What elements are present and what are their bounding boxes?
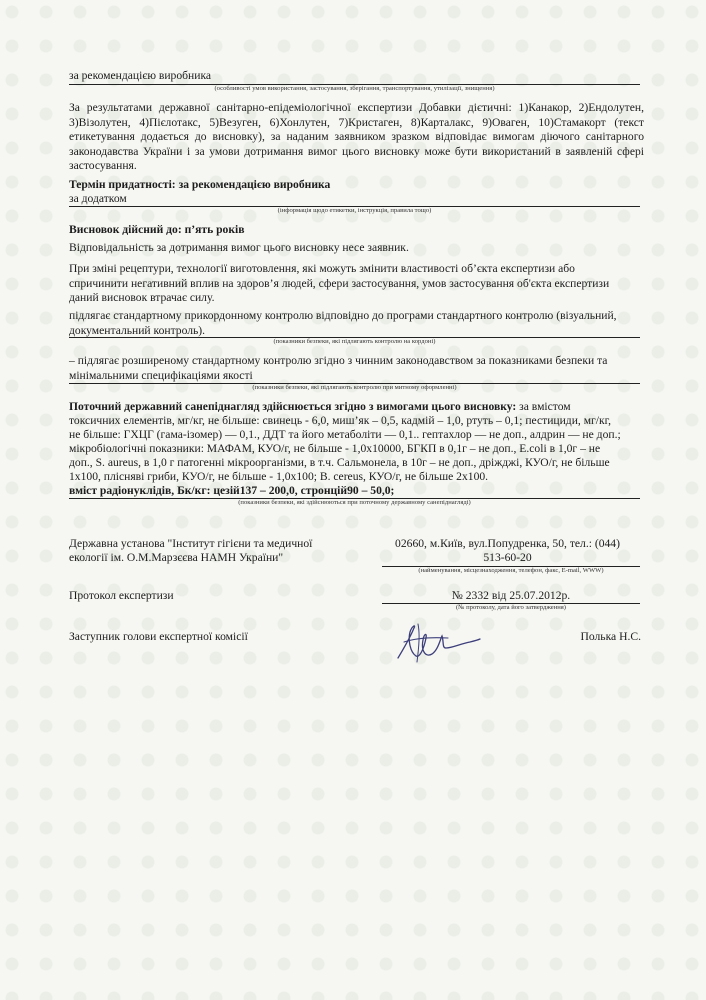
shelf-life-value: за додатком [69, 192, 127, 205]
supervision-line: вміст радіонуклідів, Бк/кг: цезій137 – 200,0, стронцій90 – 50,0; [69, 484, 395, 497]
supervision-line: токсичних елементів, мг/кг, не більше: свинець - 6,0, миш’як – 0,5, кадмій – 1,0, ртуть – 0,1; пестициди, мг/кг, [69, 414, 611, 427]
shelf-life-label: Термін придатності: за рекомендацією виробника [69, 178, 331, 191]
institution-name-line1: Державна установа "Інститут гігієни та медичної [69, 537, 313, 550]
institution-name-line2: екології ім. О.М.Марзєєва НАМН України" [69, 551, 284, 564]
border-control-caption: (показники безпеки, які підлягають контролю на кордоні) [273, 338, 436, 345]
supervision-line: мікробіологічні показники: МАФАМ, КУО/г, не більше - 1,0х10000, БГКП в 0,1г – не доп., E.coli в 1,0г – не [69, 442, 601, 455]
protocol-caption: (№ протоколу, дата його затвердження) [455, 604, 566, 611]
institution-caption: (найменування, місцезнаходження, телефон, факс, E-mail, WWW) [418, 567, 604, 574]
protocol-label: Протокол експертизи [69, 589, 174, 602]
supervision-line: не більше: ГХЦГ (гама-ізомер) — 0,1., ДДТ та його метаболіти — 0,1.. гептахлор — не доп., алдрин — не доп.; [69, 428, 621, 441]
customs-control-text: – підлягає розширеному стандартному контролю згідно з чинним законодавством за показниками безпеки та мінімальними специфікаціями якості [69, 354, 608, 382]
supervision-line: 1х100, плісняві гриби, КУО/г, не більше - 1,0х100; B. cereus, КУО/г, не більше 2х100. [69, 470, 489, 483]
usage-line: за рекомендацією виробника [69, 69, 212, 82]
responsibility-line: Відповідальність за дотримання вимог цього висновку несе заявник. [69, 241, 409, 254]
protocol-value: № 2332 від 25.07.2012р. [451, 589, 571, 602]
institution-address-line2: 513-60-20 [483, 551, 532, 564]
handwritten-signature [390, 618, 482, 668]
changes-paragraph: При зміні рецептури, технології виготовлення, які можуть змінити властивості об’єкта експертизи або спричинити негативний вплив на здоров’я людей, сфери застосування, умов застосування об'єкта експертизи даний висновок втрачає силу. [69, 262, 610, 305]
usage-caption: (особливості умов використання, застосування, зберігання, транспортування, утилізації, знищення) [214, 85, 495, 92]
institution-address-line1: 02660, м.Київ, вул.Попудренка, 50, тел.: (044) [395, 537, 620, 550]
border-control-text: підлягає стандартному прикордонному контролю відповідно до програми стандартного контролю (візуальний, документальний контроль). [69, 309, 617, 337]
supervision-caption: (показники безпеки, які здійснюються при поточному державному санепіднагляді) [238, 499, 471, 506]
conclusion-paragraph: За результатами державної санітарно-епідеміологічної експертизи Добавки дієтичні: 1)Канакор, 2)Ендолутен, 3)Візолутен, 4)Пієлотакс, 5)Везуген, 6)Хонлутен, 7)Кристаген, 8)Карталакс, 9)Оваген, 10)Стамакорт (текст етикетування додається до висновку), за наданим заявником зразком відповідає вимогам діючого санітарного законодавства України і за умови дотримання вимог цього висновку може бути використаний в заявленій сфері застосування. [69, 101, 644, 173]
shelf-life-caption: (інформація щодо етикетки, інструкція, правила тощо) [277, 207, 432, 214]
supervision-first-tail: за вмістом [519, 400, 571, 413]
supervision-first-line [69, 400, 571, 415]
signatory-title: Заступник голови експертної комісії [69, 630, 248, 643]
signatory-name: Полька Н.С. [580, 630, 641, 643]
validity-line: Висновок дійсний до: п’ять років [69, 223, 245, 236]
supervision-line: доп., S. aureus, в 1,0 г патогенні мікроорганізми, в т.ч. Сальмонела, в 10г – не доп., дріжджі, КУО/г, не більше [69, 456, 610, 469]
supervision-label: Поточний державний санепіднагляд здійснюється згідно з вимогами цього висновку: [69, 400, 517, 413]
customs-control-caption: (показники безпеки, які підлягають контролю при митному оформленні) [252, 384, 457, 391]
